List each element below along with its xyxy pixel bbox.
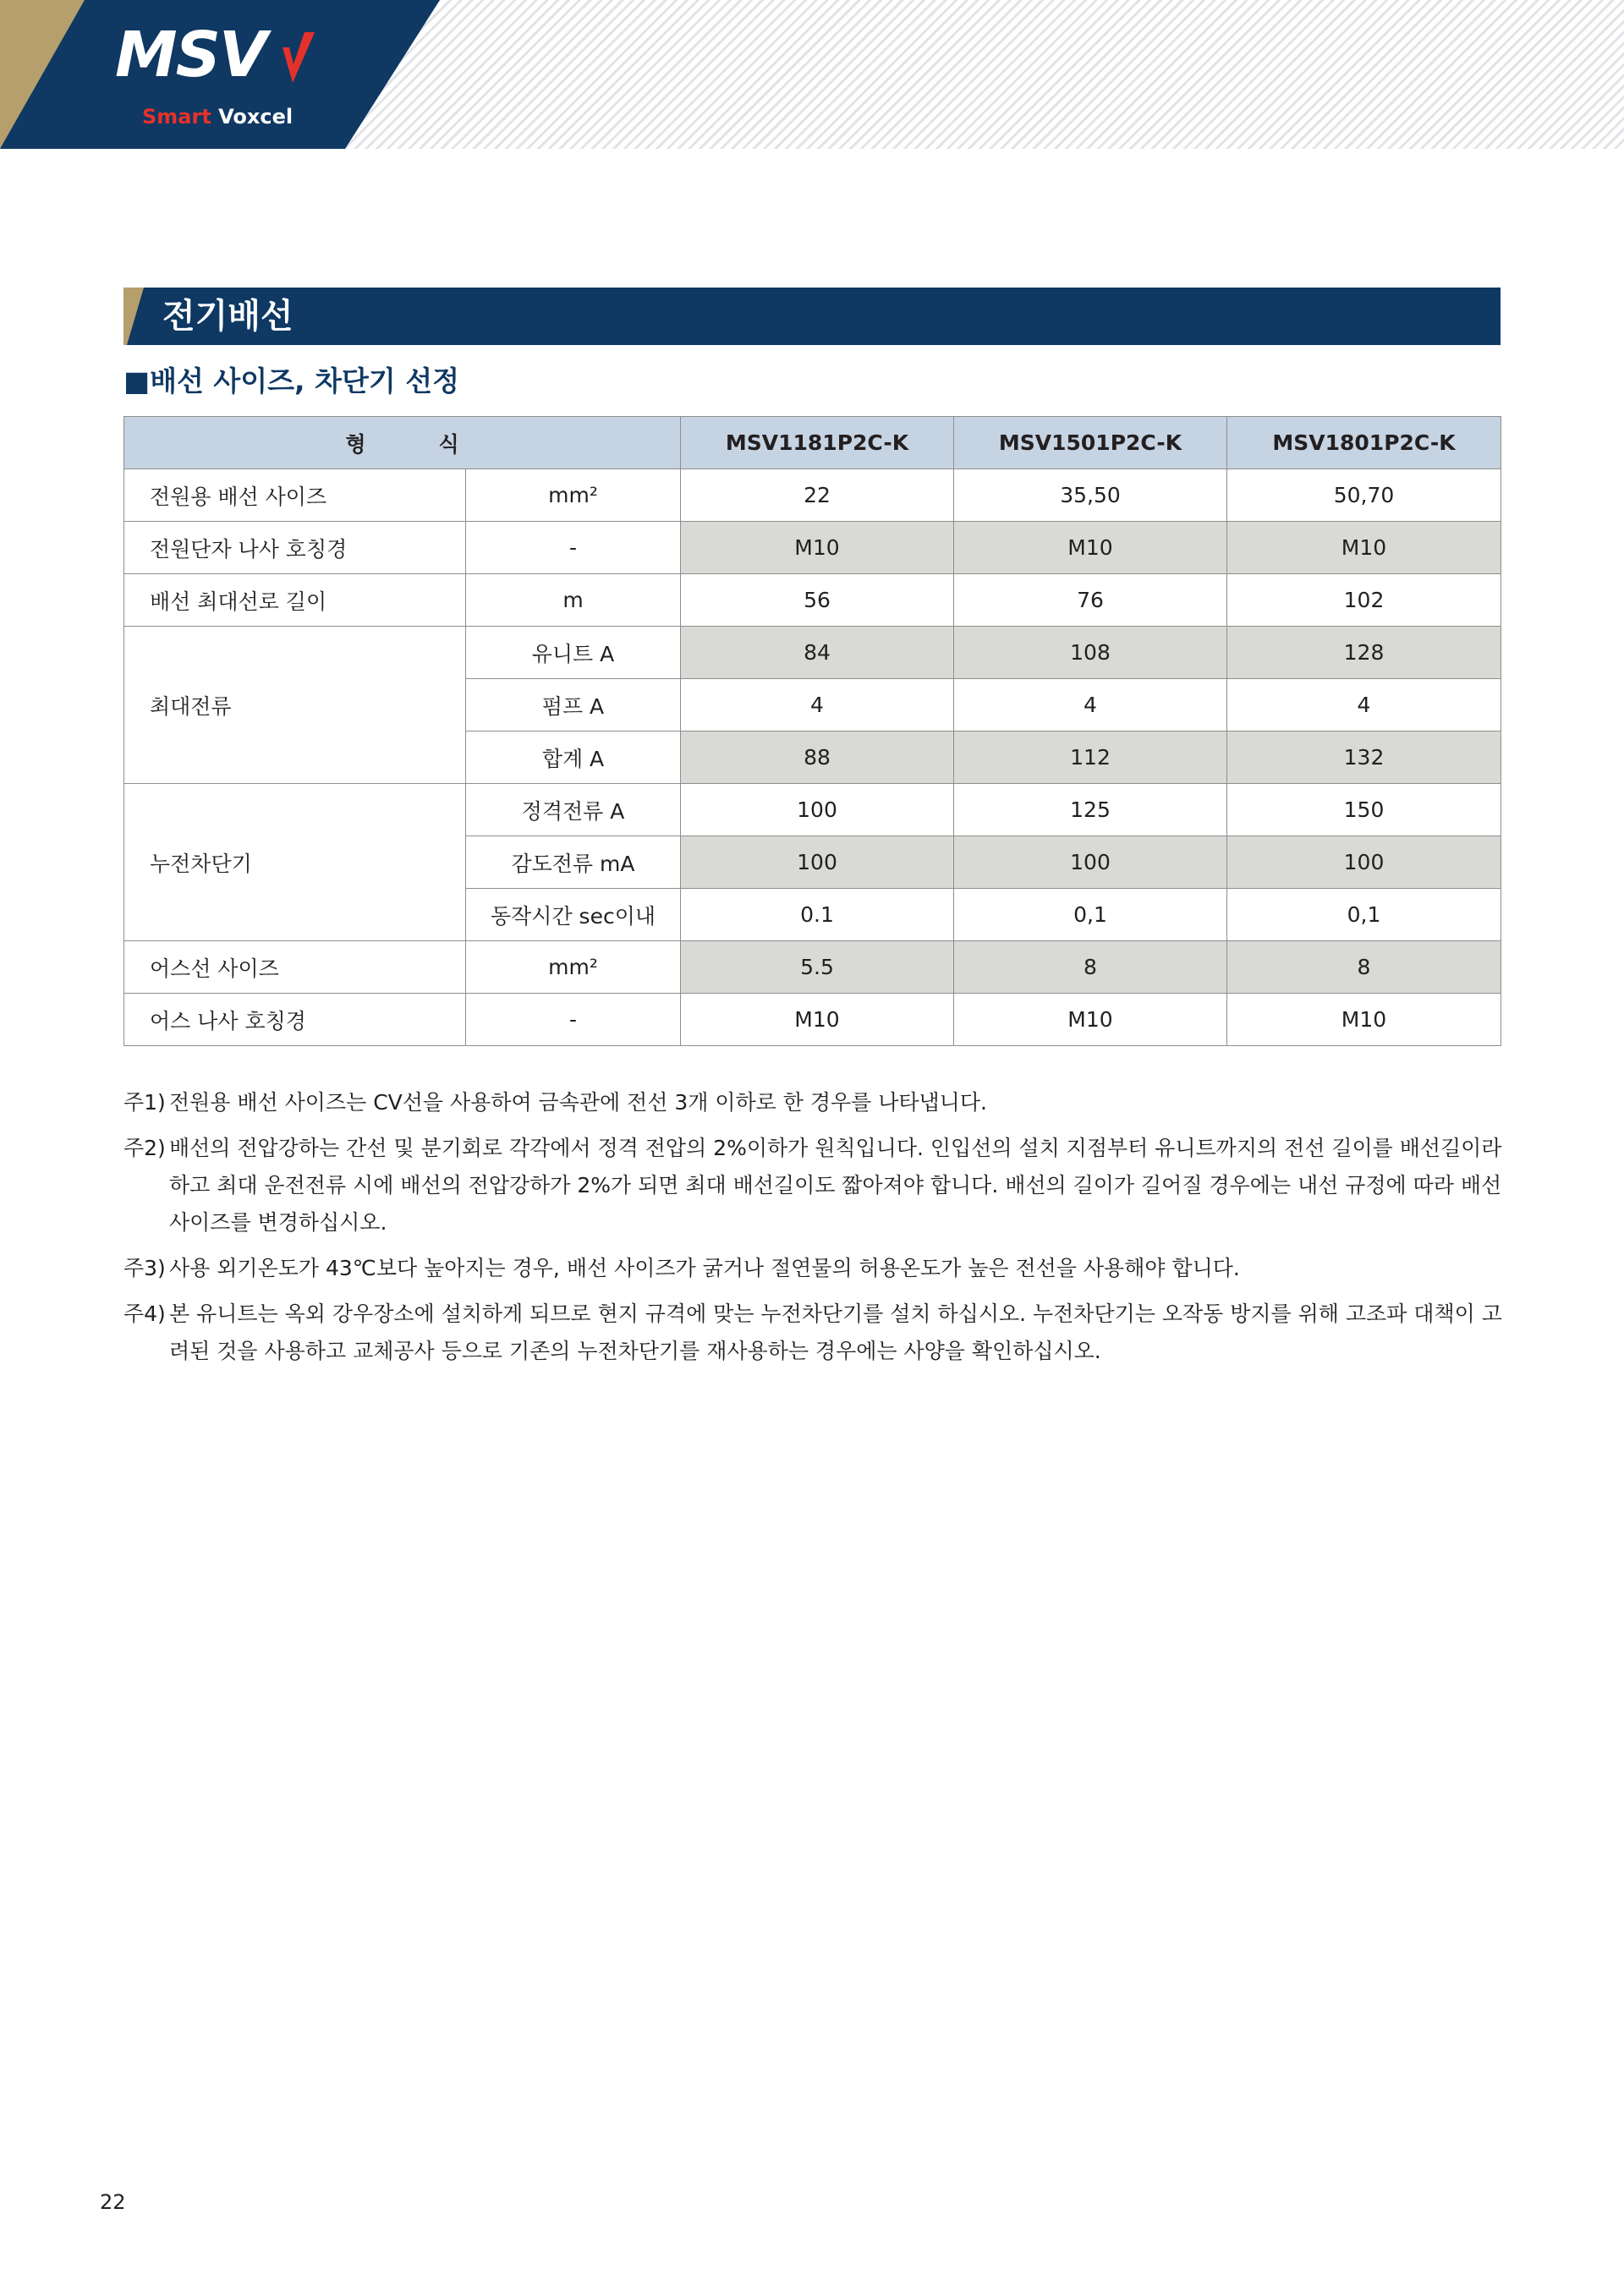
subheading: ■배선 사이즈, 차단기 선정 [123, 364, 459, 397]
note-number: 주3) [123, 1256, 166, 1280]
row-value: M10 [1227, 522, 1501, 574]
row-value: 100 [954, 836, 1227, 889]
row-label: 전원용 배선 사이즈 [124, 469, 466, 522]
row-unit: 감도전류 mA [466, 836, 681, 889]
row-value: 128 [1227, 627, 1501, 679]
row-unit: 동작시간 sec이내 [466, 889, 681, 941]
row-value: 4 [681, 679, 954, 732]
row-value: 35,50 [954, 469, 1227, 522]
note-text: 사용 외기온도가 43℃보다 높아지는 경우, 배선 사이즈가 굵거나 절연물의 허용온도가 높은 전선을 사용해야 합니다. [169, 1256, 1240, 1280]
wiring-spec-table [123, 416, 1501, 1046]
row-unit: 유니트 A [466, 627, 681, 679]
row-unit: mm² [466, 941, 681, 994]
table-row [124, 784, 1501, 836]
row-value: 76 [954, 574, 1227, 627]
row-group-label: 누전차단기 [124, 784, 466, 941]
logo-smart: Smart [142, 105, 211, 129]
row-value: M10 [954, 994, 1227, 1046]
row-value: 50,70 [1227, 469, 1501, 522]
row-value: 132 [1227, 732, 1501, 784]
row-value: 0,1 [1227, 889, 1501, 941]
row-label: 어스 나사 호칭경 [124, 994, 466, 1046]
row-value: 112 [954, 732, 1227, 784]
note-number: 주1) [123, 1090, 166, 1115]
note-item [123, 1084, 1511, 1121]
table-row [124, 627, 1501, 679]
row-label: 배선 최대선로 길이 [124, 574, 466, 627]
row-label: 어스선 사이즈 [124, 941, 466, 994]
row-unit: 펌프 A [466, 679, 681, 732]
row-value: 22 [681, 469, 954, 522]
header-model-1: MSV1181P2C-K [681, 417, 954, 469]
note-text: 본 유니트는 옥외 강우장소에 설치하게 되므로 현지 규격에 맞는 누전차단기를 설치 하십시오. 누전차단기는 오작동 방지를 위해 고조파 대책이 고려된 것을 사용하고 교체공사 등으로 기존의 누전차단기를 재사용하는 경우에는 사양을 확인하십시오. [169, 1301, 1502, 1363]
header-model-3: MSV1801P2C-K [1227, 417, 1501, 469]
row-value: 5.5 [681, 941, 954, 994]
title-accent [123, 288, 144, 345]
header-label-1: 형 [345, 431, 366, 457]
table-header-row [124, 417, 1501, 469]
header-label-2: 식 [438, 431, 459, 457]
table-row [124, 574, 1501, 627]
note-item [123, 1130, 1511, 1241]
row-value: M10 [1227, 994, 1501, 1046]
row-unit: m [466, 574, 681, 627]
row-unit: mm² [466, 469, 681, 522]
row-value: 100 [1227, 836, 1501, 889]
row-unit: 합계 A [466, 732, 681, 784]
row-value: 4 [1227, 679, 1501, 732]
section-title-bar [123, 288, 1501, 345]
row-value: 108 [954, 627, 1227, 679]
logo-wordmark: MSV [115, 19, 266, 91]
row-value: 150 [1227, 784, 1501, 836]
row-value: M10 [681, 994, 954, 1046]
row-value: 125 [954, 784, 1227, 836]
notes-section [123, 1084, 1511, 1378]
row-group-label: 최대전류 [124, 627, 466, 784]
row-value: 84 [681, 627, 954, 679]
row-value: 0,1 [954, 889, 1227, 941]
row-value: 56 [681, 574, 954, 627]
msv-logo [115, 19, 318, 134]
note-item [123, 1296, 1511, 1370]
row-unit: 정격전류 A [466, 784, 681, 836]
row-unit: - [466, 994, 681, 1046]
logo-check-icon [281, 32, 315, 83]
logo-tagline [142, 107, 293, 127]
note-text: 배선의 전압강하는 간선 및 분기회로 각각에서 정격 전압의 2%이하가 원칙입니다. 인입선의 설치 지점부터 유니트까지의 전선 길이를 배선길이라 하고 최대 운전전류 시에 배선의 전압강하가 2%가 되면 최대 배선길이도 짧아져야 합니다. 배선의 길이가 길어질 경우에는 내선 규정에 따라 배선 사이즈를 변경하십시오. [169, 1136, 1502, 1235]
row-value: 0.1 [681, 889, 954, 941]
row-value: 88 [681, 732, 954, 784]
row-value: M10 [681, 522, 954, 574]
table-row [124, 469, 1501, 522]
note-text: 전원용 배선 사이즈는 CV선을 사용하여 금속관에 전선 3개 이하로 한 경우를 나타냅니다. [169, 1090, 987, 1115]
page-number: 22 [100, 2190, 126, 2214]
row-value: 8 [1227, 941, 1501, 994]
section-title: 전기배선 [162, 297, 294, 336]
note-number: 주4) [123, 1301, 166, 1326]
table-row [124, 522, 1501, 574]
table-row [124, 994, 1501, 1046]
row-value: 4 [954, 679, 1227, 732]
row-value: 8 [954, 941, 1227, 994]
table-row [124, 941, 1501, 994]
row-unit: - [466, 522, 681, 574]
logo-voxcel: Voxcel [218, 105, 294, 129]
note-item [123, 1250, 1511, 1287]
row-value: M10 [954, 522, 1227, 574]
row-value: 102 [1227, 574, 1501, 627]
row-label: 전원단자 나사 호칭경 [124, 522, 466, 574]
header-model-2: MSV1501P2C-K [954, 417, 1227, 469]
row-value: 100 [681, 784, 954, 836]
note-number: 주2) [123, 1136, 166, 1160]
page-header [0, 0, 1624, 149]
header-cell-type [124, 417, 681, 469]
row-value: 100 [681, 836, 954, 889]
